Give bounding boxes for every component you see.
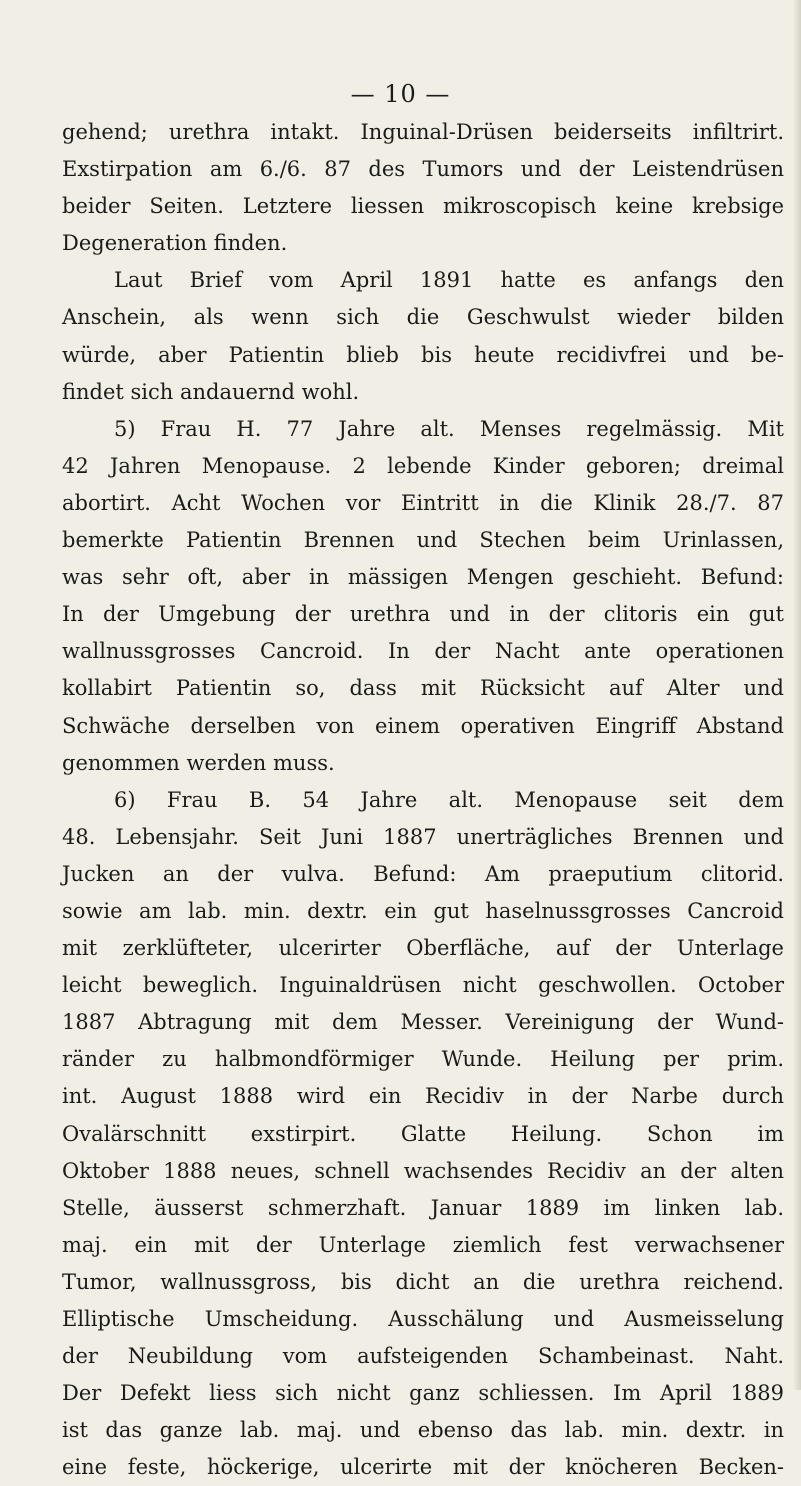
text-line: ränder zu halbmondförmiger Wunde. Heilung per prim. <box>62 1047 784 1072</box>
text-line: genommen werden muss. <box>62 750 335 775</box>
text-line: Ovalärschnitt exstirpirt. Glatte Heilung. Schon im <box>62 1121 784 1146</box>
text-line: Elliptische Umscheidung. Ausschälung und Ausmeisselung <box>62 1307 784 1331</box>
text-line: Der Defekt liess sich nicht ganz schliessen. Im April 1889 <box>62 1381 784 1406</box>
text-line: beider Seiten. Letztere liessen mikroscopisch keine krebsige <box>62 194 784 219</box>
text-line: ist das ganze lab. maj. und ebenso das lab. min. dextr. in <box>62 1418 784 1443</box>
text-line: In der Umgebung der urethra und in der clitoris ein gut <box>62 602 784 627</box>
text-line: 1887 Abtragung mit dem Messer. Vereinigung der Wund- <box>62 1010 784 1035</box>
text-line: Degeneration finden. <box>62 231 288 256</box>
text-line: Stelle, äusserst schmerzhaft. Januar 1889 im linken lab. <box>62 1195 784 1220</box>
text-line: 42 Jahren Menopause. 2 lebende Kinder geboren; dreimal <box>62 453 784 478</box>
text-line: 6) Frau B. 54 Jahre alt. Menopause seit dem <box>114 787 784 812</box>
body-text <box>62 114 784 1486</box>
text-line: Anschein, als wenn sich die Geschwulst wieder bilden <box>62 305 784 330</box>
text-line: mit zerklüfteter, ulcerirter Oberfläche, auf der Unterlage <box>62 936 784 961</box>
page-number: — 10 — <box>350 80 451 108</box>
page-edge-shadow <box>793 0 801 1390</box>
text-line: 48. Lebensjahr. Seit Juni 1887 unerträgliches Brennen und <box>62 824 784 849</box>
text-line: Schwäche derselben von einem operativen Eingriff Abstand <box>62 713 784 738</box>
text-line: Laut Brief vom April 1891 hatte es anfangs den <box>114 268 784 293</box>
text-line: Oktober 1888 neues, schnell wachsendes Recidiv an der alten <box>62 1158 784 1183</box>
text-line: gehend; urethra intakt. Inguinal-Drüsen beiderseits infiltrirt. <box>62 120 784 144</box>
text-line: findet sich andauernd wohl. <box>62 379 360 404</box>
text-line: maj. ein mit der Unterlage ziemlich fest verwachsener <box>62 1232 784 1257</box>
text-line: sowie am lab. min. dextr. ein gut haselnussgrosses Cancroid <box>62 898 784 923</box>
text-line: eine feste, höckerige, ulcerirte mit der knöcheren Becken- <box>62 1455 784 1480</box>
text-line: leicht beweglich. Inguinaldrüsen nicht geschwollen. October <box>62 973 784 998</box>
text-line: bemerkte Patientin Brennen und Stechen beim Urinlassen, <box>62 528 784 553</box>
text-line: Exstirpation am 6./6. 87 des Tumors und der Leistendrüsen <box>62 157 784 182</box>
text-line: abortirt. Acht Wochen vor Eintritt in die Klinik 28./7. 87 <box>62 490 784 515</box>
text-line: würde, aber Patientin blieb bis heute recidivfrei und be- <box>62 342 784 367</box>
text-line: wallnussgrosses Cancroid. In der Nacht ante operationen <box>62 639 784 664</box>
text-line: der Neubildung vom aufsteigenden Schambeinast. Naht. <box>62 1344 784 1369</box>
text-line: int. August 1888 wird ein Recidiv in der Narbe durch <box>62 1084 784 1109</box>
text-line: 5) Frau H. 77 Jahre alt. Menses regelmässig. Mit <box>114 416 784 441</box>
text-line: Tumor, wallnussgross, bis dicht an die urethra reichend. <box>62 1269 784 1294</box>
text-line: was sehr oft, aber in mässigen Mengen geschieht. Befund: <box>62 565 784 590</box>
text-line: kollabirt Patientin so, dass mit Rücksicht auf Alter und <box>62 676 784 701</box>
text-line: Jucken an der vulva. Befund: Am praeputium clitorid. <box>62 861 784 886</box>
